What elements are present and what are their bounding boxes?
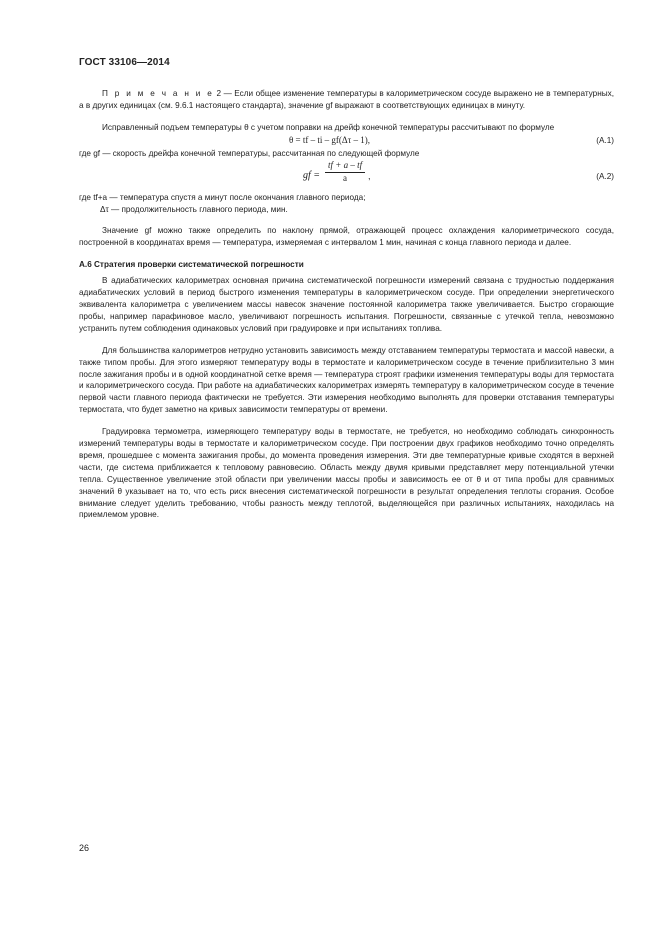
formula-a2-lhs: gf = xyxy=(303,169,321,181)
note-text: 2 — Если общее изменение температуры в калориметрическом сосуде выражено не в температурных, а в других единицах (см. 9.6.1 настоящего стандарта), значение gf выражают в соответствующих единицах в минуту. xyxy=(79,89,614,110)
document-title: ГОСТ 33106—2014 xyxy=(79,57,170,68)
formula-a2-number: (А.2) xyxy=(596,171,614,181)
page-body xyxy=(79,88,614,521)
paragraph-thermometer-calibration: Градуировка термометра, измеряющего температуру воды в термостате, не требуется, но необходимо соблюдать синхронность измерений температуры воды в термостате и калориметрическом сосуде. При построении двух графиков необходимо точно определять время, прошедшее с момента зажигания пробы, до момента проведения измерения. Эти две температурные кривые сходятся в верхней части, где система приближается к тепловому равновесию. Область между двумя кривыми представляет меру потенциальной утечки тепла. Существенное увеличение этой области при увеличении массы пробы и зависимость ее от θ и от типа пробы для сравнимых значений θ указывает на то, что есть риск внесения систематической погрешности в результат определения теплоты сгорания. Особое внимание следует уделить требованию, чтобы разность между теплотой, выделяющейся при различных испытаниях, находилась на приемлемом уровне. xyxy=(79,427,614,520)
paragraph-adiabatic: В адиабатических калориметрах основная причина систематической погрешности измерений связана с трудностью поддержания адиабатических условий в период быстрого изменения температуры в калориметрическом сосуде. При определении энергетического эквивалента калориметра с увеличением массы навесок значение постоянной калориметра также увеличивается. Быстро сгорающие пробы, например парафиновое масло, увеличивают погрешность испытания. Погрешности, связанные с утечкой тепла, невозможно устранить путем соблюдения одинаковых условий при градуировке и при испытаниях топлива. xyxy=(79,276,614,333)
formula-a2-fraction xyxy=(325,160,365,185)
where-dt-definition: Δτ — продолжительность главного периода, мин. xyxy=(100,204,288,214)
where-tfa-definition: где tf+a — температура спустя a минут после окончания главного периода; xyxy=(79,192,366,202)
gf-slope-paragraph: Значение gf можно также определить по наклону прямой, отражающей процесс охлаждения калориметрического сосуда, построенной в координатах время — температура, измеряемая с интервалом 1 мин, начиная с конца главного периода и далее. xyxy=(79,226,614,248)
corrected-rise-paragraph: Исправленный подъем температуры θ с учетом поправки на дрейф конечной температуры рассчитывают по формуле xyxy=(102,122,555,132)
formula-a1-number: (А.1) xyxy=(596,135,614,145)
formula-a2 xyxy=(79,160,614,192)
page-number: 26 xyxy=(79,843,90,853)
formula-a1-expression: θ = tf – ti – gf(Δτ – 1), xyxy=(289,134,371,145)
formula-a2-numerator: tf + a – tf xyxy=(325,160,365,173)
formula-a1 xyxy=(79,134,614,148)
formula-a2-denominator: a xyxy=(343,172,348,183)
note-paragraph xyxy=(79,88,614,112)
section-a6-heading: А.6 Стратегия проверки систематической погрешности xyxy=(79,260,304,270)
paragraph-thermostat-lag: Для большинства калориметров нетрудно установить зависимость между отставанием температуры термостата и массой навески, а также типом пробы. Для этого измеряют температуру воды в термостате и калориметрическом сосуде в течение приблизительно 3 мин после зажигания пробы и в одной координатной сетке время — температура строят графики изменения температуры воды для термостата и калориметрического сосуда. При работе на адиабатических калориметрах измерять температуру в калориметрическом сосуде в течение первой части главного периода фактически не требуется. Эти измерения необходимо выполнять для проверки отставания температуры термостата, что будет заметно на кривых зависимости температуры от времени. xyxy=(79,345,614,415)
formula-a2-tail: , xyxy=(368,170,371,181)
note-label: П р и м е ч а н и е xyxy=(102,89,215,98)
where-gf-definition: где gf — скорость дрейфа конечной температуры, рассчитанная по следующей формуле xyxy=(79,148,420,158)
